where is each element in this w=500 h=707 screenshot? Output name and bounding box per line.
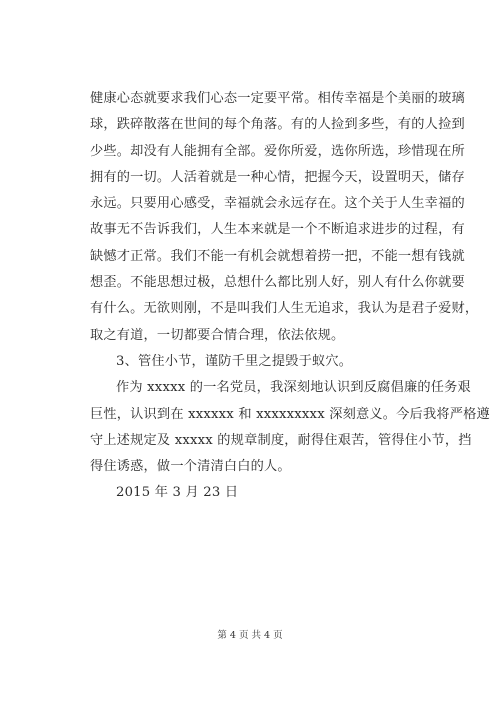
section-heading: 3、管住小节，谨防千里之提毁于蚁穴。 <box>116 353 353 369</box>
paragraph-line: 有什么。无欲则刚，不是叫我们人生无追求，我认为是君子爱财， <box>90 301 479 317</box>
paragraph-line: 得住诱惑，做一个清清白白的人。 <box>90 459 291 475</box>
page-number: 第 4 页 共 4 页 <box>217 630 283 641</box>
paragraph-line: 球，跌碎散落在世间的每个角落。有的人捡到多些，有的人捡到 <box>90 117 465 133</box>
document-date: 2015 年 3 月 23 日 <box>116 485 239 501</box>
paragraph-line: 缺憾才正常。我们不能一有机会就想着捞一把，不能一想有钱就 <box>90 248 465 264</box>
paragraph-line: 巨性，认识到在 xxxxxx 和 xxxxxxxxx 深刻意义。今后我将严格遵 <box>90 406 490 422</box>
paragraph-line: 拥有的一切。人活着就是一种心情，把握今天，设置明天，储存 <box>90 169 465 185</box>
paragraph-line: 少些。却没有人能拥有全部。爱你所爱，选你所选，珍惜现在所 <box>90 143 465 159</box>
paragraph-line: 作为 xxxxx 的一名党员，我深刻地认识到反腐倡廉的任务艰 <box>116 380 471 396</box>
paragraph-line: 永远。只要用心感受，幸福就会永远存在。这个关于人生幸福的 <box>90 196 465 212</box>
paragraph-line: 健康心态就要求我们心态一定要平常。相传幸福是个美丽的玻璃 <box>90 91 465 106</box>
paragraph-line: 守上述规定及 xxxxx 的规章制度，耐得住艰苦，管得住小节，挡 <box>90 432 472 448</box>
paragraph-line: 取之有道，一切都要合情合理，依法依规。 <box>90 327 345 343</box>
paragraph-line: 想歪。不能思想过极，总想什么都比别人好，别人有什么你就要 <box>90 275 465 291</box>
paragraph-line: 故事无不告诉我们，人生本来就是一个不断追求进步的过程，有 <box>90 222 465 238</box>
document-body <box>90 86 490 507</box>
